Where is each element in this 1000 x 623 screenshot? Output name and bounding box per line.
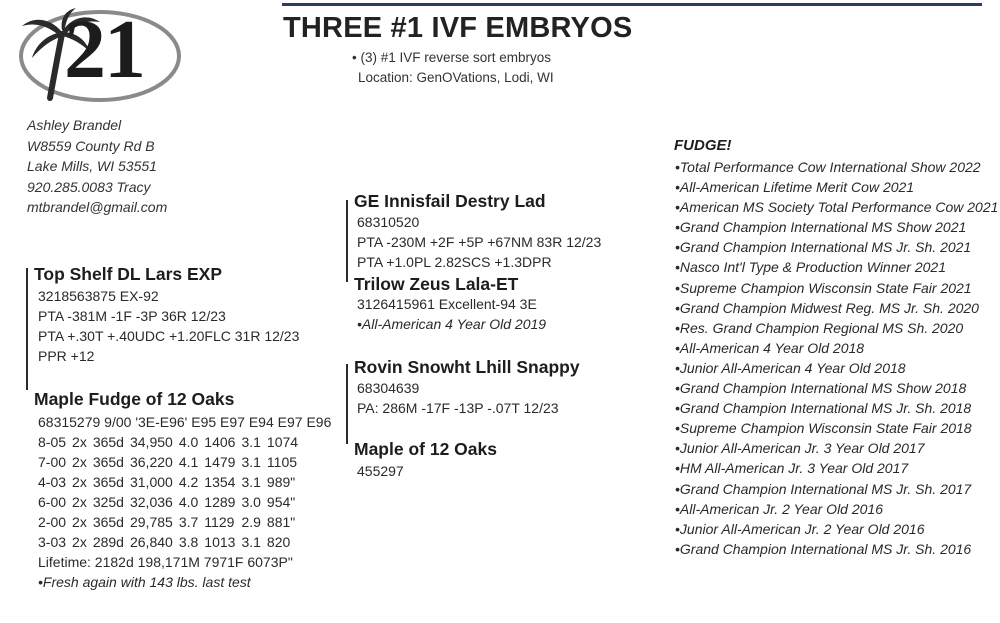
record-row — [38, 472, 304, 492]
award-item: •Grand Champion International MS Jr. Sh. 2017 — [675, 480, 972, 497]
record-cell: 365d — [92, 434, 124, 450]
record-cell: 34,950 — [129, 434, 173, 450]
award-item: •Junior All-American 4 Year Old 2018 — [675, 359, 906, 376]
record-cell: 365d — [92, 474, 124, 490]
record-row — [38, 452, 304, 472]
page-title: THREE #1 IVF EMBRYOS — [283, 12, 633, 44]
record-cell: 2x — [72, 494, 87, 510]
sire-line: PTA -381M -1F -3P 36R 12/23 — [38, 308, 226, 324]
record-cell: 820 — [266, 534, 291, 550]
record-cell: 3.0 — [241, 494, 261, 510]
award-item: •Supreme Champion Wisconsin State Fair 2018 — [675, 420, 972, 437]
sire-name: Top Shelf DL Lars EXP — [34, 264, 222, 284]
record-cell: 3.1 — [241, 454, 261, 470]
record-cell: 2x — [72, 534, 87, 550]
record-cell: 4-03 — [38, 474, 67, 490]
award-item: •Grand Champion International MS Show 2021 — [675, 219, 967, 236]
record-cell: 1074 — [266, 434, 299, 450]
record-cell: 1105 — [266, 454, 298, 470]
record-cell: 2.9 — [241, 514, 261, 530]
sire-of-sire-bracket — [346, 200, 348, 282]
record-cell: 1129 — [204, 514, 235, 530]
award-item: •All-American 4 Year Old 2018 — [675, 339, 865, 356]
subtitle-bullet: • (3) #1 IVF reverse sort embryos — [352, 50, 552, 65]
record-cell: 7-00 — [38, 454, 67, 470]
record-cell: 1479 — [204, 454, 236, 470]
record-cell: 954" — [266, 494, 296, 510]
record-cell: 2x — [72, 514, 87, 530]
award-item: •American MS Society Total Performance Cow 2021 — [675, 199, 999, 216]
record-cell: 29,785 — [129, 514, 173, 530]
sire-line: 3218563875 EX-92 — [38, 288, 159, 304]
award-item: •All-American Lifetime Merit Cow 2021 — [675, 179, 915, 196]
record-cell: 365d — [92, 454, 124, 470]
contact-email[interactable]: mtbrandel@gmail.com — [27, 199, 168, 215]
award-item: •Grand Champion International MS Jr. Sh. 2018 — [675, 400, 972, 417]
record-row — [38, 512, 304, 532]
record-cell: 3.1 — [241, 434, 261, 450]
contact-address-2: Lake Mills, WI 53551 — [27, 158, 157, 174]
award-item: •Nasco Int'l Type & Production Winner 2021 — [675, 259, 946, 276]
sire-of-sire-line: PTA -230M +2F +5P +67NM 83R 12/23 — [357, 234, 602, 250]
contact-block — [27, 115, 167, 218]
award-item: •Total Performance Cow International Show 2022 — [675, 159, 981, 175]
record-cell: 1289 — [204, 494, 236, 510]
record-cell: 36,220 — [129, 454, 173, 470]
sire-of-dam-name: Rovin Snowht Lhill Snappy — [354, 357, 580, 377]
dam-id-line: 68315279 9/00 '3E-E96' E95 E97 E94 E97 E96 — [38, 414, 332, 430]
dam-of-sire-name: Trilow Zeus Lala-ET — [354, 274, 519, 294]
record-cell: 32,036 — [129, 494, 173, 510]
sire-of-sire-name: GE Innisfail Destry Lad — [354, 191, 546, 211]
sire-of-dam-details — [357, 378, 559, 418]
awards-list — [675, 157, 998, 559]
dam-of-sire-line: 3126415961 Excellent-94 3E — [357, 296, 537, 312]
sire-of-dam-line: 68304639 — [357, 380, 420, 396]
award-item: •Junior All-American Jr. 3 Year Old 2017 — [675, 440, 925, 457]
record-cell: 2x — [72, 474, 87, 490]
record-cell: 4.1 — [178, 454, 199, 470]
record-cell: 2-00 — [38, 514, 67, 530]
dam-note: •Fresh again with 143 lbs. last test — [38, 574, 251, 590]
awards-heading: FUDGE! — [674, 137, 732, 154]
record-cell: 881" — [266, 514, 296, 530]
award-item: •All-American Jr. 2 Year Old 2016 — [675, 500, 883, 517]
sire-of-dam-bracket — [346, 364, 348, 444]
award-item: •Grand Champion International MS Jr. Sh. 2021 — [675, 239, 972, 256]
sire-of-sire-details — [357, 212, 601, 272]
record-cell: 3.7 — [178, 514, 199, 530]
record-cell: 325d — [92, 494, 124, 510]
header-rule — [282, 3, 982, 6]
dam-records-table — [38, 432, 304, 552]
dam-name: Maple Fudge of 12 Oaks — [34, 389, 235, 409]
record-cell: 2x — [72, 434, 87, 450]
record-cell: 26,840 — [129, 534, 173, 550]
sire-of-sire-line: 68310520 — [357, 214, 420, 230]
record-cell: 3.8 — [178, 534, 199, 550]
record-row — [38, 532, 304, 552]
award-item: •Grand Champion Midwest Reg. MS Jr. Sh. 2020 — [675, 299, 979, 316]
dam-of-dam-line: 455297 — [357, 463, 404, 479]
record-cell: 3.1 — [241, 474, 261, 490]
record-cell: 1354 — [204, 474, 236, 490]
record-cell: 2x — [72, 454, 87, 470]
award-item: •Supreme Champion Wisconsin State Fair 2021 — [675, 279, 972, 296]
sire-line: PPR +12 — [38, 348, 95, 364]
record-cell: 4.0 — [178, 494, 199, 510]
dam-lifetime: Lifetime: 2182d 198,171M 7971F 6073P" — [38, 554, 293, 570]
record-cell: 365d — [92, 514, 124, 530]
award-item: •Res. Grand Champion Regional MS Sh. 2020 — [675, 319, 964, 336]
record-row — [38, 492, 304, 512]
record-cell: 4.2 — [178, 474, 199, 490]
sire-details — [38, 286, 299, 366]
record-cell: 1013 — [204, 534, 236, 550]
award-item: •Grand Champion International MS Show 2018 — [675, 380, 967, 397]
sire-line: PTA +.30T +.40UDC +1.20FLC 31R 12/23 — [38, 328, 300, 344]
record-cell: 31,000 — [129, 474, 173, 490]
sire-of-dam-line: PA: 286M -17F -13P -.07T 12/23 — [357, 400, 559, 416]
subtitle-location: Location: GenOVations, Lodi, WI — [358, 70, 554, 85]
record-cell: 989" — [266, 474, 296, 490]
sire-of-sire-line: PTA +1.0PL 2.82SCS +1.3DPR — [357, 254, 552, 270]
contact-name: Ashley Brandel — [27, 117, 122, 133]
record-cell: 4.0 — [178, 434, 199, 450]
award-item: •Junior All-American Jr. 2 Year Old 2016 — [675, 520, 925, 537]
record-cell: 8-05 — [38, 434, 67, 450]
logo-number: 21 — [64, 3, 144, 96]
record-cell: 1406 — [204, 434, 236, 450]
record-cell: 289d — [92, 534, 124, 550]
record-cell: 3.1 — [241, 534, 261, 550]
record-row — [38, 432, 304, 452]
award-item: •HM All-American Jr. 3 Year Old 2017 — [675, 460, 909, 477]
record-cell: 3-03 — [38, 534, 67, 550]
award-item: •Grand Champion International MS Jr. Sh. 2016 — [675, 540, 972, 557]
dam-of-dam-name: Maple of 12 Oaks — [354, 439, 497, 459]
contact-phone: 920.285.0083 Tracy — [27, 178, 151, 195]
sire-bracket — [26, 268, 28, 390]
contact-address-1: W8559 County Rd B — [27, 137, 155, 154]
dam-of-sire-note: •All-American 4 Year Old 2019 — [357, 316, 547, 332]
record-cell: 6-00 — [38, 494, 67, 510]
